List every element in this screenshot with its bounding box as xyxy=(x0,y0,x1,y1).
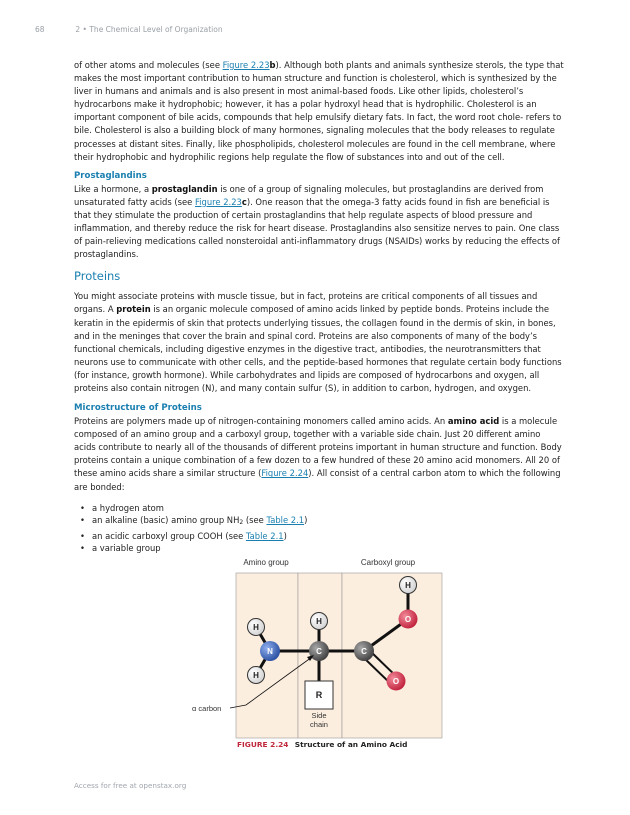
text-run: is one of a group of signaling molecules, but prostaglandins are derived from unsaturated fatty acids (see xyxy=(74,183,544,207)
running-head xyxy=(35,25,595,34)
amino-acid-diagram xyxy=(188,553,448,763)
list-item xyxy=(74,502,564,515)
figure-2-23-link[interactable]: Figure 2.23 xyxy=(222,60,270,70)
atom-h-label: H xyxy=(253,623,259,632)
atom-c-label: C xyxy=(361,647,367,656)
footer-text: Access for free at openstax.org xyxy=(74,781,187,790)
heading-microstructure: Microstructure of Proteins xyxy=(74,403,202,414)
bonded-groups-list xyxy=(74,502,564,555)
figure-2-23-link[interactable]: Figure 2.23 xyxy=(194,196,242,207)
atom-h-label: H xyxy=(316,617,322,626)
paragraph-prostaglandins xyxy=(74,183,564,262)
text-run: You might associate proteins with muscle tissue, but in fact, proteins are critical components of all tissues and organs. A xyxy=(74,291,538,315)
page-number: 68 xyxy=(35,25,45,34)
subscript: 2 xyxy=(239,519,244,527)
table-2-1-link[interactable]: Table 2.1 xyxy=(266,515,305,526)
figure-caption xyxy=(237,740,407,749)
atom-r-label: R xyxy=(315,690,323,700)
text-run: Like a hormone, a xyxy=(74,183,152,194)
term-protein: protein xyxy=(116,304,151,315)
list-item xyxy=(74,514,564,530)
atom-h-label: H xyxy=(405,581,411,590)
text-run: is a molecule composed of an amino group and a carboxyl group, together with a variable side chain. Just 20 different amino acids contribute to nearly all of the thousands of different proteins important in human structure and function. Body proteins contain a unique combination of a few dozen to a few hundred of these 20 amino acid monomers. All 20 of these amino acids share a similar structure ( xyxy=(74,416,562,479)
atom-c-label: C xyxy=(316,647,322,656)
page-content xyxy=(74,59,564,555)
alpha-carbon-label: α carbon xyxy=(192,704,222,713)
atom-o-label: O xyxy=(392,677,400,686)
text-run-bold: c xyxy=(241,196,247,207)
atom-o-label: O xyxy=(404,615,412,624)
paragraph-cholesterol xyxy=(74,59,564,164)
list-item-text: an acidic carboxyl group COOH (see xyxy=(92,530,246,541)
list-item-text: (see xyxy=(243,515,267,526)
side-chain-label: chain xyxy=(310,720,328,729)
term-prostaglandin: prostaglandin xyxy=(151,183,218,194)
heading-proteins: Proteins xyxy=(74,269,121,284)
amino-acid-figure xyxy=(188,553,448,763)
heading-prostaglandins: Prostaglandins xyxy=(74,170,147,181)
text-run: of other atoms and molecules (see xyxy=(74,60,223,70)
table-2-1-link[interactable]: Table 2.1 xyxy=(245,530,284,541)
text-run: ). All consist of a central carbon atom to which the following are bonded: xyxy=(74,468,561,492)
caption-title: Structure of an Amino Acid xyxy=(294,740,408,749)
text-run: ). Although both plants and animals synthesize sterols, the type that makes the most important contribution to human structure and function is cholesterol, which is synthesized by the liver in humans and animals and is also present in most animal-based foods. Like other lipids, cholesterol’s hydrocarbons make it hydrophobic; however, it has a polar hydroxyl head that is hydrophilic. Cholesterol is an important component of bile acids, compounds that help emulsify dietary fats. In fact, the word root chole- refers to bile. Cholesterol is also a building block of many hormones, signaling molecules that the body releases to regulate processes at distant sites. Finally, like phospholipids, cholesterol molecules are found in the cell membrane, where their hydrophobic and hydrophilic regions help regulate the flow of substances into and out of the cell. xyxy=(74,60,564,162)
paragraph-proteins xyxy=(74,290,564,395)
paragraph-microstructure xyxy=(74,415,564,494)
figure-2-24-link[interactable]: Figure 2.24 xyxy=(261,468,309,479)
text-run: is an organic molecule composed of amino acids linked by peptide bonds. Proteins include the keratin in the epidermis of skin that protects underlying tissues, the collagen found in the dermis of skin, in bones, and in the meninges that cover the brain and spinal cord. Proteins are also components of many of the body’s functional chemicals, including digestive enzymes in the digestive tract, antibodies, the neurotransmitters that neurons use to communicate with other cells, and the peptide-based hormones that regulate certain body functions (for instance, growth hormone). While carbohydrates and lipids are composed of hydrocarbons and oxygen, all proteins also contain nitrogen (N), and many contain sulfur (S), in addition to carbon, hydrogen, and oxygen. xyxy=(74,304,562,393)
carboxyl-group-label: Carboxyl group xyxy=(360,558,416,567)
side-chain-label: Side xyxy=(311,711,327,720)
list-item xyxy=(74,530,564,543)
caption-label: FIGURE 2.24 xyxy=(237,740,289,749)
list-item-text: a hydrogen atom xyxy=(92,502,164,513)
list-item-text: ) xyxy=(283,530,287,541)
text-run-bold: b xyxy=(269,60,276,70)
list-item-text: ) xyxy=(304,515,308,526)
list-item-text: a variable group xyxy=(92,543,161,554)
amino-group-label: Amino group xyxy=(243,558,289,567)
text-run: ). One reason that the omega-3 fatty acids found in fish are beneficial is that they stimulate the production of certain prostaglandins that help regulate aspects of blood pressure and inflammation, and thereby reduce the risk for heart disease. Prostaglandins also sensitize nerves to pain. One class of pain-relieving medications called nonsteroidal anti-inflammatory drugs (NSAIDs) works by reducing the effects of prostaglandins. xyxy=(74,196,560,260)
list-item-text: an alkaline (basic) amino group NH xyxy=(92,515,240,526)
chapter-title: 2 • The Chemical Level of Organization xyxy=(75,25,223,34)
atom-h-label: H xyxy=(253,671,259,680)
text-run: Proteins are polymers made up of nitrogen-containing monomers called amino acids. An xyxy=(74,416,448,427)
term-amino-acid: amino acid xyxy=(447,416,500,427)
atom-n-label: N xyxy=(267,647,273,656)
